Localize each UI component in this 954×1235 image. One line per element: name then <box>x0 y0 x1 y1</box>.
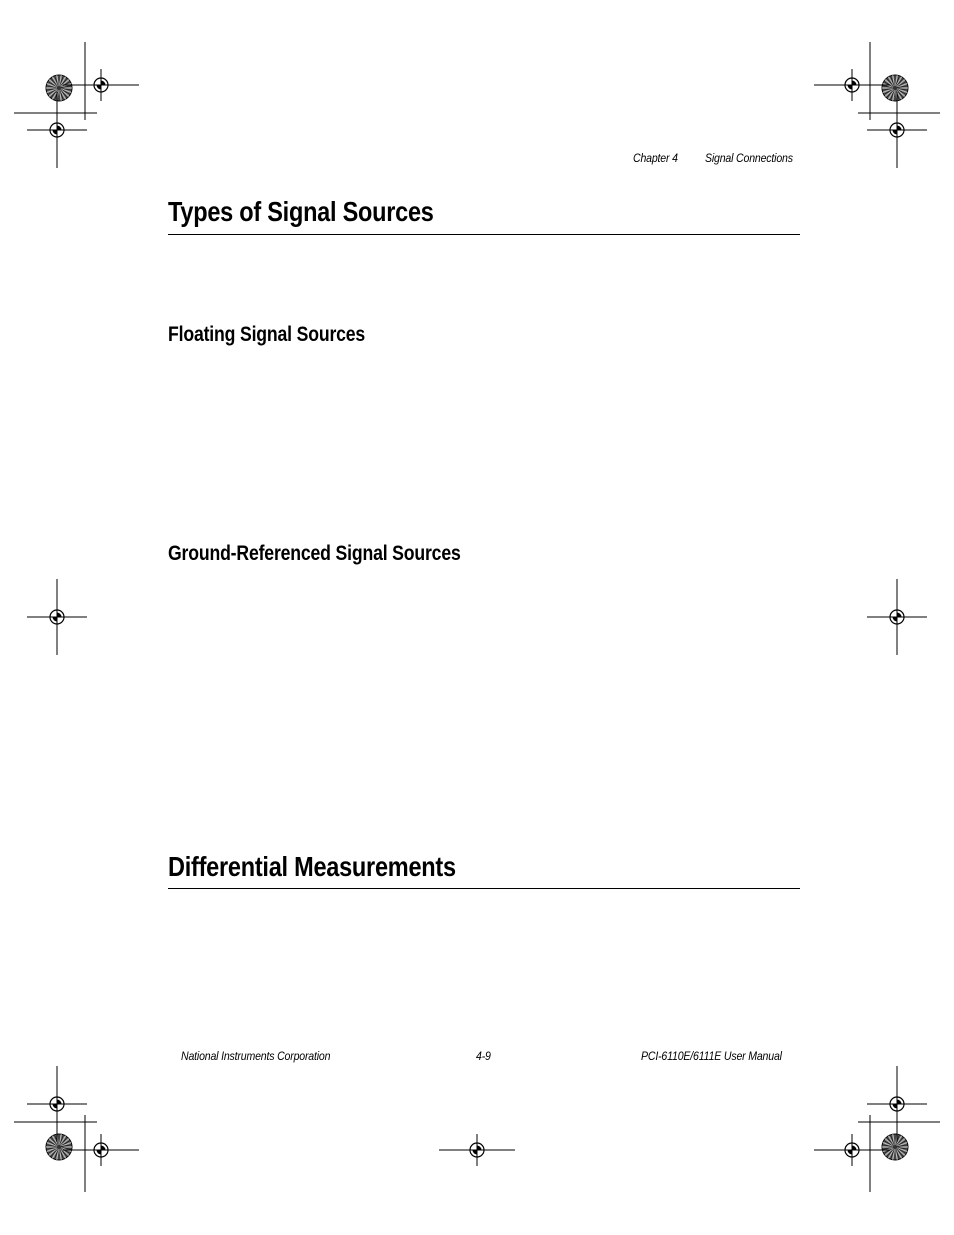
color-bar-starburst-icon <box>46 75 72 101</box>
heading-types-of-signal-sources: Types of Signal Sources <box>168 196 434 227</box>
registration-target-icon <box>814 69 890 101</box>
header-chapter: Chapter 4 <box>633 151 678 165</box>
footer-manual-title: PCI-6110E/6111E User Manual <box>641 1049 782 1063</box>
heading-differential-measurements: Differential Measurements <box>168 851 456 882</box>
registration-target-icon <box>27 579 87 655</box>
footer-company: National Instruments Corporation <box>181 1049 331 1063</box>
registration-target-icon <box>867 1066 927 1142</box>
header-section: Signal Connections <box>705 151 793 165</box>
footer-page-number: 4-9 <box>476 1049 491 1063</box>
color-bar-starburst-icon <box>882 75 908 101</box>
registration-target-icon <box>63 69 139 101</box>
heading-rule <box>168 234 800 235</box>
heading-rule <box>168 888 800 889</box>
registration-target-icon <box>27 92 87 168</box>
registration-target-icon <box>27 1066 87 1142</box>
color-bar-starburst-icon <box>882 1134 908 1160</box>
registration-target-icon <box>867 579 927 655</box>
color-bar-starburst-icon <box>46 1134 72 1160</box>
registration-target-icon <box>867 92 927 168</box>
heading-ground-referenced-signal-sources: Ground-Referenced Signal Sources <box>168 542 461 565</box>
registration-target-icon <box>63 1134 139 1166</box>
heading-floating-signal-sources: Floating Signal Sources <box>168 323 366 346</box>
registration-target-icon <box>814 1134 890 1166</box>
registration-target-icon <box>439 1134 515 1166</box>
